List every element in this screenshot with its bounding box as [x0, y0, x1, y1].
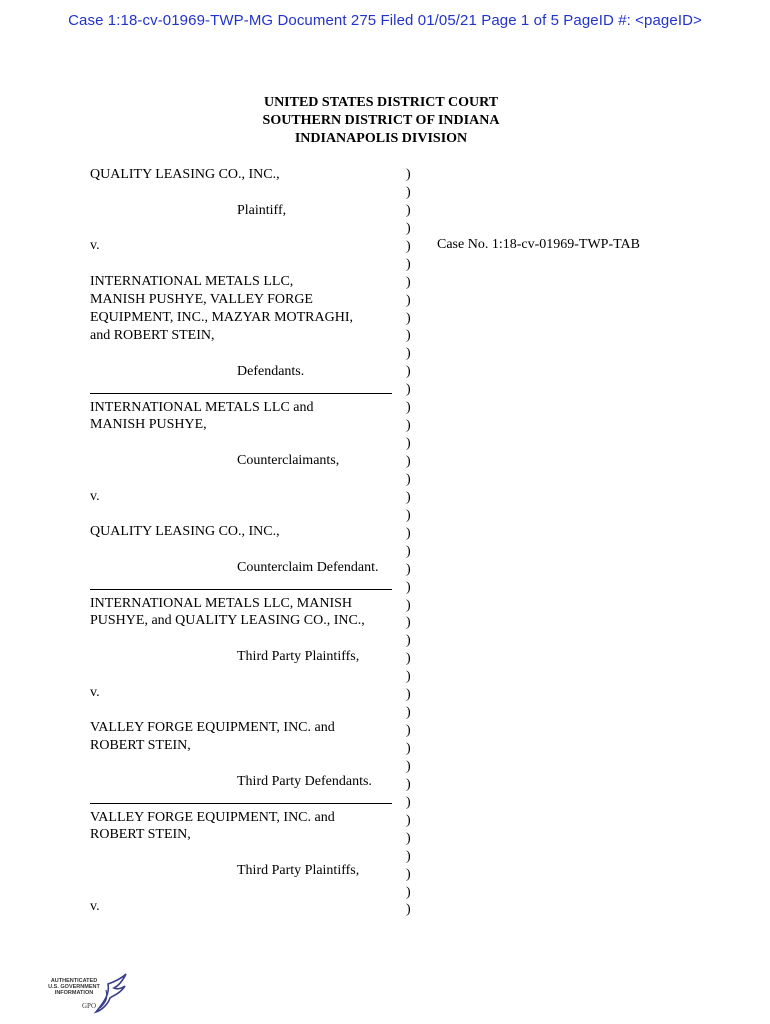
caption-parenthesis: ) — [406, 220, 411, 236]
defendants-line-2: MANISH PUSHYE, VALLEY FORGE — [90, 292, 313, 307]
caption-parenthesis: ) — [406, 651, 411, 667]
third-party-plaintiffs-1-line-2: PUSHYE, and QUALITY LEASING CO., INC., — [90, 613, 365, 628]
third-party-defendants-role: Third Party Defendants. — [237, 774, 372, 789]
court-name: UNITED STATES DISTRICT COURT — [263, 95, 499, 110]
case-number: Case No. 1:18-cv-01969-TWP-TAB — [437, 237, 641, 252]
third-party-plaintiffs-2-line-2: ROBERT STEIN, — [90, 827, 191, 842]
third-party-defendants-line-2: ROBERT STEIN, — [90, 738, 191, 753]
counterclaimants-line-1: INTERNATIONAL METALS LLC and — [90, 400, 314, 415]
document-header-stamp: Case 1:18-cv-01969-TWP-MG Document 275 Filed 01/05/21 Page 1 of 5 PageID #: <pageID> — [68, 12, 702, 29]
caption-parenthesis: ) — [406, 561, 411, 577]
caption-parenthesis: ) — [406, 597, 411, 613]
gpo-logo-line-2: U.S. GOVERNMENT — [48, 984, 100, 991]
counterclaim-defendant-role: Counterclaim Defendant. — [237, 560, 379, 575]
versus-3: v. — [90, 685, 100, 700]
caption-parenthesis: ) — [406, 328, 411, 344]
caption-parenthesis: ) — [406, 776, 411, 792]
versus-2: v. — [90, 489, 100, 504]
caption-parenthesis: ) — [406, 346, 411, 362]
caption-parenthesis: ) — [406, 615, 411, 631]
caption-parenthesis: ) — [406, 167, 411, 182]
caption-parenthesis: ) — [406, 902, 411, 918]
caption-parenthesis: ) — [406, 633, 411, 649]
caption-parenthesis: ) — [406, 794, 411, 810]
caption-parenthesis: ) — [406, 454, 411, 469]
caption-parenthesis: ) — [406, 543, 411, 559]
caption-divider-1 — [90, 393, 392, 394]
caption-parenthesis: ) — [406, 525, 411, 541]
caption-parenthesis: ) — [406, 812, 411, 828]
versus-1: v. — [90, 238, 100, 253]
court-district: SOUTHERN DISTRICT OF INDIANA — [262, 113, 500, 128]
caption-parenthesis: ) — [406, 866, 411, 882]
caption-parenthesis: ) — [406, 382, 411, 398]
caption-parenthesis: ) — [406, 830, 411, 846]
caption-parenthesis: ) — [406, 418, 411, 434]
caption-parenthesis: ) — [406, 669, 411, 685]
caption-parenthesis: ) — [406, 471, 411, 487]
caption-parenthesis: ) — [406, 310, 411, 326]
caption-parenthesis: ) — [406, 723, 411, 739]
caption-divider-3 — [90, 803, 392, 804]
counterclaim-defendant-name: QUALITY LEASING CO., INC., — [90, 524, 280, 539]
plaintiff-name: QUALITY LEASING CO., INC., — [90, 167, 280, 182]
caption-parenthesis: ) — [406, 579, 411, 595]
eagle-icon — [92, 972, 128, 1016]
versus-4: v. — [90, 899, 100, 914]
caption-parenthesis: ) — [406, 687, 411, 703]
caption-parenthesis-column — [406, 166, 416, 919]
defendants-role: Defendants. — [237, 364, 305, 379]
third-party-plaintiffs-2-role: Third Party Plaintiffs, — [237, 863, 360, 878]
plaintiff-role: Plaintiff, — [237, 203, 287, 218]
caption-parenthesis: ) — [406, 436, 411, 452]
caption-parenthesis: ) — [406, 184, 411, 200]
caption-parenthesis: ) — [406, 400, 411, 416]
gpo-logo-label: GPO — [82, 1002, 97, 1010]
counterclaimants-line-2: MANISH PUSHYE, — [90, 417, 207, 432]
caption-divider-2 — [90, 589, 392, 590]
defendants-line-3: EQUIPMENT, INC., MAZYAR MOTRAGHI, — [90, 310, 354, 325]
caption-parenthesis: ) — [406, 274, 411, 290]
gpo-authentication-logo — [44, 972, 130, 1016]
caption-parenthesis: ) — [406, 292, 411, 308]
third-party-plaintiffs-1-role: Third Party Plaintiffs, — [237, 649, 360, 664]
caption-parenthesis: ) — [406, 848, 411, 864]
court-division: INDIANAPOLIS DIVISION — [294, 131, 468, 146]
caption-parenthesis: ) — [406, 364, 411, 380]
third-party-plaintiffs-1-line-1: INTERNATIONAL METALS LLC, MANISH — [90, 596, 353, 611]
caption-parenthesis: ) — [406, 202, 411, 218]
caption-parenthesis: ) — [406, 256, 411, 272]
defendants-line-1: INTERNATIONAL METALS LLC, — [90, 274, 294, 289]
caption-parenthesis: ) — [406, 489, 411, 505]
caption-parenthesis: ) — [406, 705, 411, 721]
gpo-logo-line-1: AUTHENTICATED — [50, 978, 98, 984]
caption-parenthesis: ) — [406, 238, 411, 254]
counterclaimants-role: Counterclaimants, — [237, 453, 340, 468]
third-party-defendants-line-1: VALLEY FORGE EQUIPMENT, INC. and — [90, 720, 335, 735]
third-party-plaintiffs-2-line-1: VALLEY FORGE EQUIPMENT, INC. and — [90, 810, 335, 825]
gpo-logo-line-3: INFORMATION — [54, 990, 94, 997]
caption-parenthesis: ) — [406, 758, 411, 774]
caption-parenthesis: ) — [406, 884, 411, 900]
defendants-line-4: and ROBERT STEIN, — [90, 328, 215, 343]
caption-parenthesis: ) — [406, 741, 411, 756]
caption-parenthesis: ) — [406, 507, 411, 523]
